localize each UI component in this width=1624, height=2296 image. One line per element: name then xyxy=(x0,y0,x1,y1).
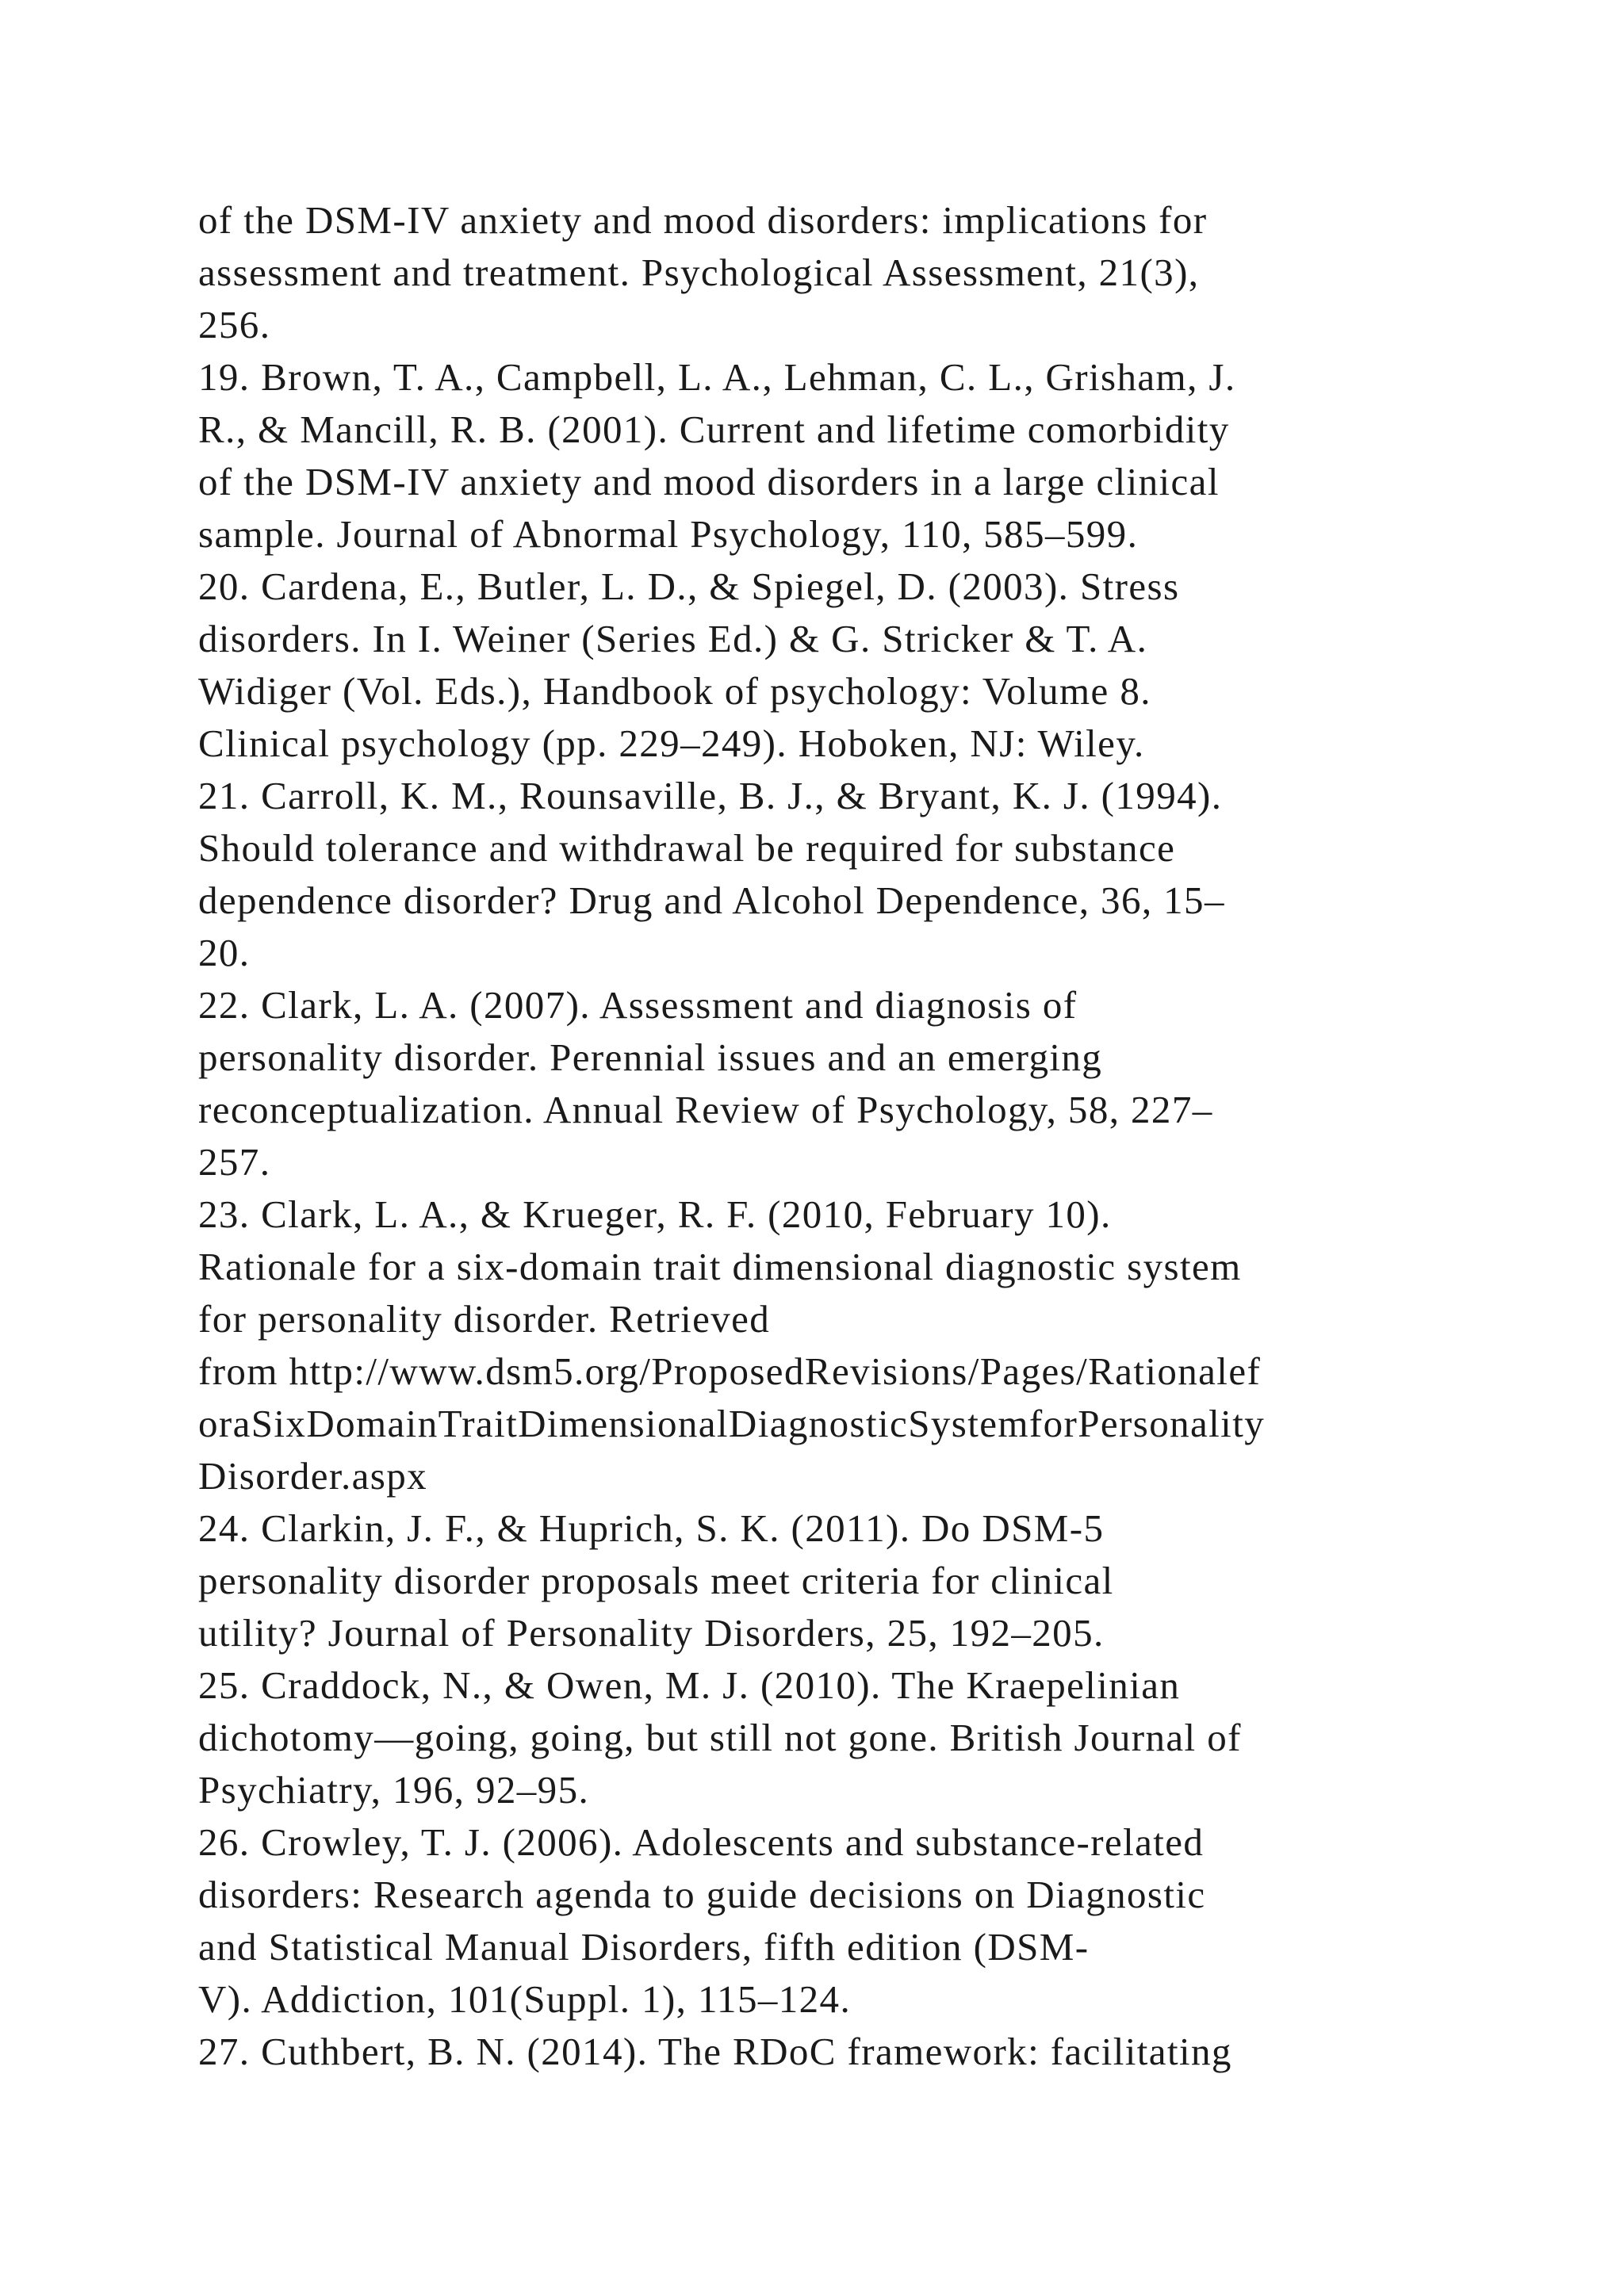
text-line: Rationale for a six-domain trait dimensional diagnostic system xyxy=(198,1245,1242,1288)
text-line: reconceptualization. Annual Review of Psychology, 58, 227– xyxy=(198,1088,1213,1131)
text-line: and Statistical Manual Disorders, fifth edition (DSM- xyxy=(198,1925,1090,1969)
reference-25-line: 25. Craddock, N., & Owen, M. J. (2010). The Kraepelinian xyxy=(198,1663,1181,1707)
text-line: 20. xyxy=(198,931,251,974)
text-line: of the DSM-IV anxiety and mood disorders: implications for xyxy=(198,198,1208,242)
text-line: assessment and treatment. Psychological Assessment, 21(3), xyxy=(198,251,1200,294)
text-line: personality disorder proposals meet criteria for clinical xyxy=(198,1559,1114,1602)
text-line: Should tolerance and withdrawal be required for substance xyxy=(198,826,1176,870)
url-line: Disorder.aspx xyxy=(198,1454,428,1498)
text-line: dichotomy—going, going, but still not gone. British Journal of xyxy=(198,1716,1242,1759)
text-line: sample. Journal of Abnormal Psychology, 110, 585–599. xyxy=(198,512,1139,556)
reference-23-line: 23. Clark, L. A., & Krueger, R. F. (2010, February 10). xyxy=(198,1192,1112,1236)
text-line: for personality disorder. Retrieved xyxy=(198,1297,771,1341)
url-line: from http://www.dsm5.org/ProposedRevisions/Pages/Rationalef xyxy=(198,1349,1262,1393)
text-line: V). Addiction, 101(Suppl. 1), 115–124. xyxy=(198,1977,852,2021)
reference-22-line: 22. Clark, L. A. (2007). Assessment and diagnosis of xyxy=(198,983,1078,1027)
text-line: 256. xyxy=(198,303,271,346)
text-line: R., & Mancill, R. B. (2001). Current and lifetime comorbidity xyxy=(198,408,1230,451)
reference-20-line: 20. Cardena, E., Butler, L. D., & Spiegel, D. (2003). Stress xyxy=(198,564,1180,608)
text-line: personality disorder. Perennial issues and an emerging xyxy=(198,1035,1103,1079)
text-line: Clinical psychology (pp. 229–249). Hoboken, NJ: Wiley. xyxy=(198,721,1145,765)
reference-19-line: 19. Brown, T. A., Campbell, L. A., Lehman, C. L., Grisham, J. xyxy=(198,355,1236,399)
text-line: disorders. In I. Weiner (Series Ed.) & G. Stricker & T. A. xyxy=(198,617,1148,660)
text-line: Widiger (Vol. Eds.), Handbook of psychology: Volume 8. xyxy=(198,669,1151,713)
text-line: utility? Journal of Personality Disorders, 25, 192–205. xyxy=(198,1611,1105,1655)
text-line: 257. xyxy=(198,1140,271,1184)
url-line: oraSixDomainTraitDimensionalDiagnosticSystemforPersonality xyxy=(198,1402,1266,1445)
reference-27-line: 27. Cuthbert, B. N. (2014). The RDoC framework: facilitating xyxy=(198,2030,1232,2073)
text-line: of the DSM-IV anxiety and mood disorders in a large clinical xyxy=(198,460,1220,503)
reference-24-line: 24. Clarkin, J. F., & Huprich, S. K. (2011). Do DSM-5 xyxy=(198,1506,1105,1550)
text-line: disorders: Research agenda to guide decisions on Diagnostic xyxy=(198,1873,1206,1916)
text-line: dependence disorder? Drug and Alcohol Dependence, 36, 15– xyxy=(198,878,1225,922)
reference-21-line: 21. Carroll, K. M., Rounsaville, B. J., & Bryant, K. J. (1994). xyxy=(198,774,1223,817)
text-line: Psychiatry, 196, 92–95. xyxy=(198,1768,590,1812)
reference-26-line: 26. Crowley, T. J. (2006). Adolescents and substance-related xyxy=(198,1820,1205,1864)
reference-list xyxy=(198,194,1435,2078)
